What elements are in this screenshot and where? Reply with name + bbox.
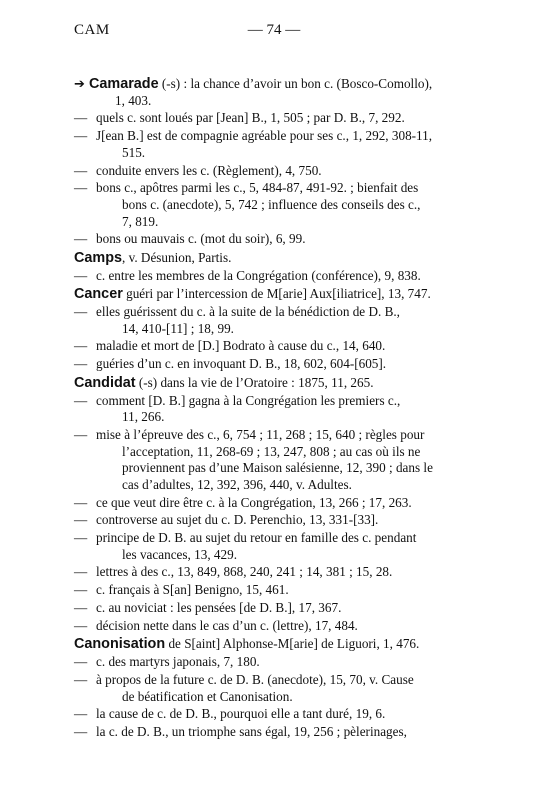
index-subentry — [74, 268, 474, 285]
dash-marker: — — [74, 356, 88, 372]
headword: Camps — [74, 249, 122, 266]
index-entries — [74, 74, 474, 742]
index-subentry — [74, 564, 474, 581]
entry-text — [96, 128, 474, 161]
entry-text — [96, 356, 474, 373]
index-subentry — [74, 304, 474, 337]
dash-marker: — — [74, 110, 88, 126]
entry-line: , v. Désunion, Partis. — [122, 249, 232, 265]
index-subentry — [74, 180, 474, 230]
index-subentry — [74, 512, 474, 529]
index-headword-entry — [74, 286, 474, 303]
entry-line: décision nette dans le cas d’un c. (lettre), 17, 484. — [96, 617, 358, 633]
header-section-label: CAM — [74, 22, 110, 38]
entry-line: controverse au sujet du c. D. Perenchio, 13, 331-[33]. — [96, 512, 379, 528]
entry-text — [96, 618, 474, 635]
entry-text — [74, 250, 474, 267]
entry-line: quels c. sont loués par [Jean] B., 1, 505 ; par D. B., 7, 292. — [96, 110, 405, 126]
entry-line: conduite envers les c. (Règlement), 4, 750. — [96, 162, 322, 178]
index-headword-entry — [74, 636, 474, 653]
entry-line: (-s) : la chance d’avoir un bon c. (Bosco-Comollo), — [158, 76, 433, 91]
index-subentry — [74, 110, 474, 127]
entry-line: bons ou mauvais c. (mot du soir), 6, 99. — [96, 231, 306, 247]
entry-line: 7, 819. — [122, 213, 159, 229]
entry-text — [96, 564, 474, 581]
index-subentry — [74, 672, 474, 705]
index-headword-entry — [74, 76, 474, 109]
entry-line: guéries d’un c. en invoquant D. B., 18, 602, 604-[605]. — [96, 356, 387, 372]
entry-text — [96, 495, 474, 512]
dash-marker: — — [74, 582, 88, 598]
index-subentry — [74, 600, 474, 617]
index-subentry — [74, 163, 474, 180]
entry-text — [96, 706, 474, 723]
dash-marker: — — [74, 671, 88, 687]
dash-marker: — — [74, 231, 88, 247]
entry-line: J[ean B.] est de compagnie agréable pour ses c., 1, 292, 308-11, — [96, 128, 433, 144]
entry-line: la cause de c. de D. B., pourquoi elle a tant duré, 19, 6. — [96, 706, 386, 722]
entry-text — [74, 636, 474, 653]
page-number: — 74 — — [247, 22, 301, 38]
dash-marker: — — [74, 706, 88, 722]
entry-text — [96, 110, 474, 127]
dash-marker: — — [74, 338, 88, 354]
index-subentry — [74, 231, 474, 248]
dash-marker: — — [74, 617, 88, 633]
entry-text — [96, 338, 474, 355]
entry-text — [96, 163, 474, 180]
entry-line: de S[aint] Alphonse-M[arie] de Liguori, 1, 476. — [165, 636, 420, 652]
arrow-icon: ➔ — [74, 77, 85, 92]
dash-marker: — — [74, 530, 88, 546]
entry-line: bons c. (anecdote), 5, 742 ; influence des conseils des c., — [122, 196, 421, 212]
entry-text — [96, 427, 474, 493]
dash-marker: — — [74, 494, 88, 510]
index-subentry — [74, 618, 474, 635]
entry-line: c. français à S[an] Benigno, 15, 461. — [96, 582, 289, 598]
index-subentry — [74, 393, 474, 426]
entry-text — [96, 304, 474, 337]
entry-line: proviennent pas d’une Maison salésienne, 12, 390 ; dans le — [122, 460, 433, 476]
entry-text — [96, 530, 474, 563]
dash-marker: — — [74, 128, 88, 144]
headword: Candidat — [74, 374, 136, 391]
index-subentry — [74, 530, 474, 563]
entry-line: les vacances, 13, 429. — [122, 546, 237, 562]
dash-marker: — — [74, 304, 88, 320]
entry-text — [89, 76, 474, 109]
entry-text — [96, 268, 474, 285]
entry-line: ce que veut dire être c. à la Congrégation, 13, 266 ; 17, 263. — [96, 494, 412, 510]
index-subentry — [74, 582, 474, 599]
entry-line: la c. de D. B., un triomphe sans égal, 19, 256 ; pèlerinages, — [96, 724, 407, 740]
dash-marker: — — [74, 564, 88, 580]
dash-marker: — — [74, 724, 88, 740]
entry-line: de béatification et Canonisation. — [122, 688, 293, 704]
entry-text — [96, 393, 474, 426]
index-subentry — [74, 724, 474, 741]
index-subentry — [74, 356, 474, 373]
entry-text — [96, 180, 474, 230]
index-subentry — [74, 654, 474, 671]
entry-line: l’acceptation, 11, 268-69 ; 13, 247, 808 ; au cas où ils ne — [122, 443, 421, 459]
dash-marker: — — [74, 392, 88, 408]
dash-marker: — — [74, 600, 88, 615]
entry-line: c. des martyrs japonais, 7, 180. — [96, 654, 260, 670]
index-subentry — [74, 128, 474, 161]
headword: Camarade — [89, 76, 159, 92]
entry-line: bons c., apôtres parmi les c., 5, 484-87, 491-92. ; bienfait des — [96, 180, 419, 196]
entry-text — [96, 582, 474, 599]
headword: Cancer — [74, 286, 123, 303]
entry-text — [96, 724, 474, 741]
entry-line: guéri par l’intercession de M[arie] Aux[iliatrice], 13, 747. — [122, 286, 431, 302]
entry-text — [96, 512, 474, 529]
entry-line: mise à l’épreuve des c., 6, 754 ; 11, 268 ; 15, 640 ; règles pour — [96, 426, 425, 442]
entry-text — [96, 654, 474, 671]
dash-marker: — — [74, 162, 88, 178]
entry-line: 515. — [122, 144, 146, 160]
entry-line: elles guérissent du c. à la suite de la bénédiction de D. B., — [96, 304, 400, 320]
entry-line: (-s) dans la vie de l’Oratoire : 1875, 11, 265. — [135, 374, 374, 390]
entry-text — [96, 672, 474, 705]
running-header — [74, 22, 474, 42]
entry-line: c. entre les membres de la Congrégation (conférence), 9, 838. — [96, 267, 421, 283]
entry-line: à propos de la future c. de D. B. (anecdote), 15, 70, v. Cause — [96, 671, 414, 687]
entry-line: 11, 266. — [122, 409, 165, 425]
entry-line: cas d’adultes, 12, 392, 396, 440, v. Adultes. — [122, 476, 352, 492]
dash-marker: — — [74, 654, 88, 670]
index-headword-entry — [74, 375, 474, 392]
index-subentry — [74, 495, 474, 512]
entry-line: c. au noviciat : les pensées [de D. B.], 17, 367. — [96, 600, 342, 615]
entry-text — [96, 231, 474, 248]
entry-line: principe de D. B. au sujet du retour en famille des c. pendant — [96, 530, 417, 546]
entry-text — [74, 286, 474, 303]
dash-marker: — — [74, 512, 88, 528]
headword: Canonisation — [74, 636, 166, 653]
entry-line: 14, 410-[11] ; 18, 99. — [122, 320, 234, 336]
dash-marker: — — [74, 267, 88, 283]
index-subentry — [74, 706, 474, 723]
dash-marker: — — [74, 426, 88, 442]
entry-line: maladie et mort de [D.] Bodrato à cause du c., 14, 640. — [96, 338, 386, 354]
entry-line: lettres à des c., 13, 849, 868, 240, 241 ; 14, 381 ; 15, 28. — [96, 564, 393, 580]
entry-line: 1, 403. — [115, 92, 152, 108]
index-subentry — [74, 338, 474, 355]
index-headword-entry — [74, 250, 474, 267]
entry-text — [74, 375, 474, 392]
index-subentry — [74, 427, 474, 493]
entry-text — [96, 600, 474, 617]
entry-line: comment [D. B.] gagna à la Congrégation les premiers c., — [96, 392, 401, 408]
dash-marker: — — [74, 180, 88, 196]
